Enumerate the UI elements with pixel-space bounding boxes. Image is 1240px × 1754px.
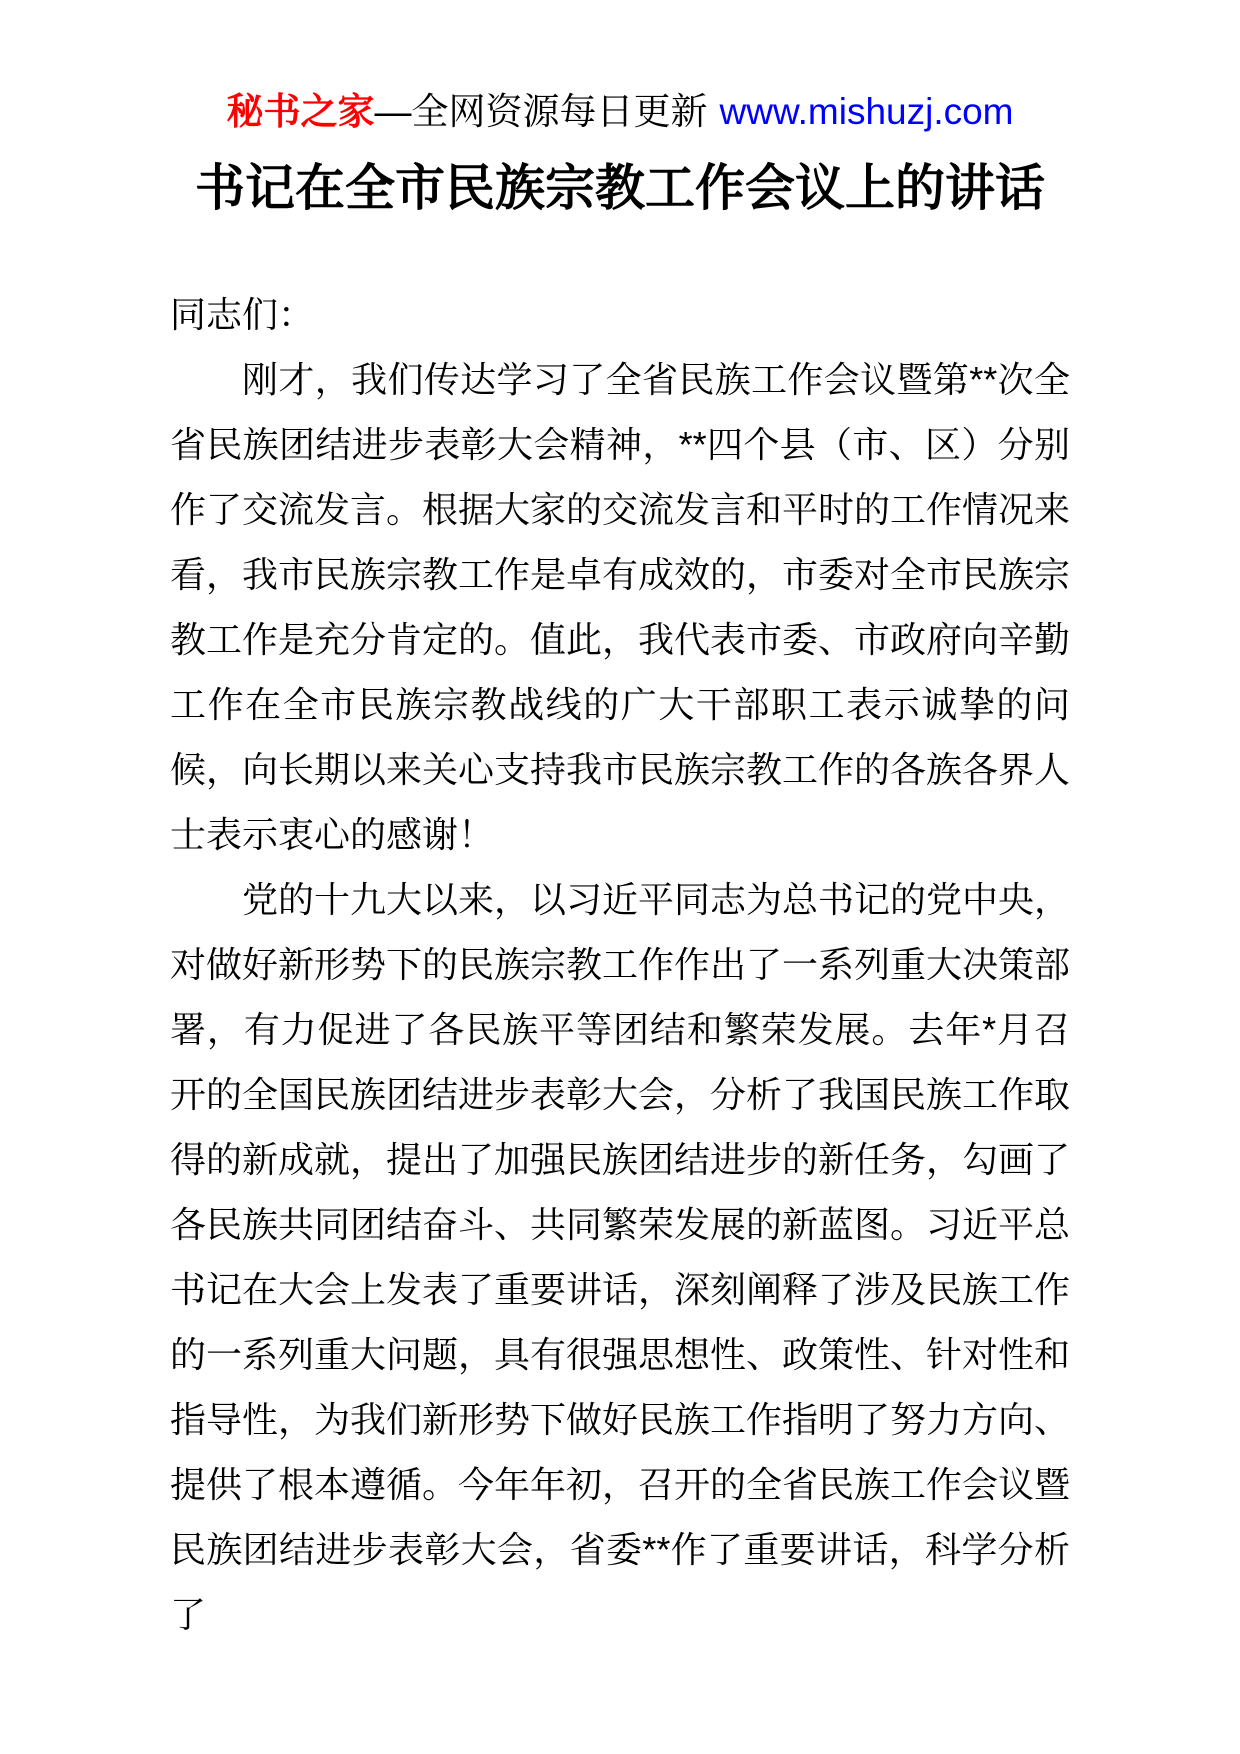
site-header — [170, 90, 1070, 134]
paragraph-1: 刚才，我们传达学习了全省民族工作会议暨第**次全省民族团结进步表彰大会精神，**四个县（市、区）分别作了交流发言。根据大家的交流发言和平时的工作情况来看，我市民族宗教工作是卓有成效的，市委对全市民族宗教工作是充分肯定的。值此，我代表市委、市政府向辛勤工作在全市民族宗教战线的广大干部职工表示诚挚的问候，向长期以来关心支持我市民族宗教工作的各族各界人士表示衷心的感谢！ — [170, 359, 1071, 856]
site-url-link[interactable]: www.mishuzj.com — [719, 91, 1014, 132]
paragraph-2: 党的十九大以来，以习近平同志为总书记的党中央，对做好新形势下的民族宗教工作作出了一系列重大决策部署，有力促进了各民族平等团结和繁荣发展。去年*月召开的全国民族团结进步表彰大会，分析了我国民族工作取得的新成就，提出了加强民族团结进步的新任务，勾画了各民族共同团结奋斗、共同繁荣发展的新蓝图。习近平总书记在大会上发表了重要讲话，深刻阐释了涉及民族工作的一系列重大问题，具有很强思想性、政策性、针对性和指导性，为我们新形势下做好民族工作指明了努力方向、提供了根本遵循。今年年初，召开的全省民族工作会议暨民族团结进步表彰大会，省委**作了重要讲话，科学分析了 — [170, 879, 1071, 1636]
site-tagline: —全网资源每日更新 — [374, 91, 708, 132]
salutation: 同志们： — [170, 294, 315, 336]
site-brand: 秘书之家 — [226, 91, 375, 132]
document-body — [170, 282, 1070, 1647]
document-title: 书记在全市民族宗教工作会议上的讲话 — [195, 160, 1045, 217]
